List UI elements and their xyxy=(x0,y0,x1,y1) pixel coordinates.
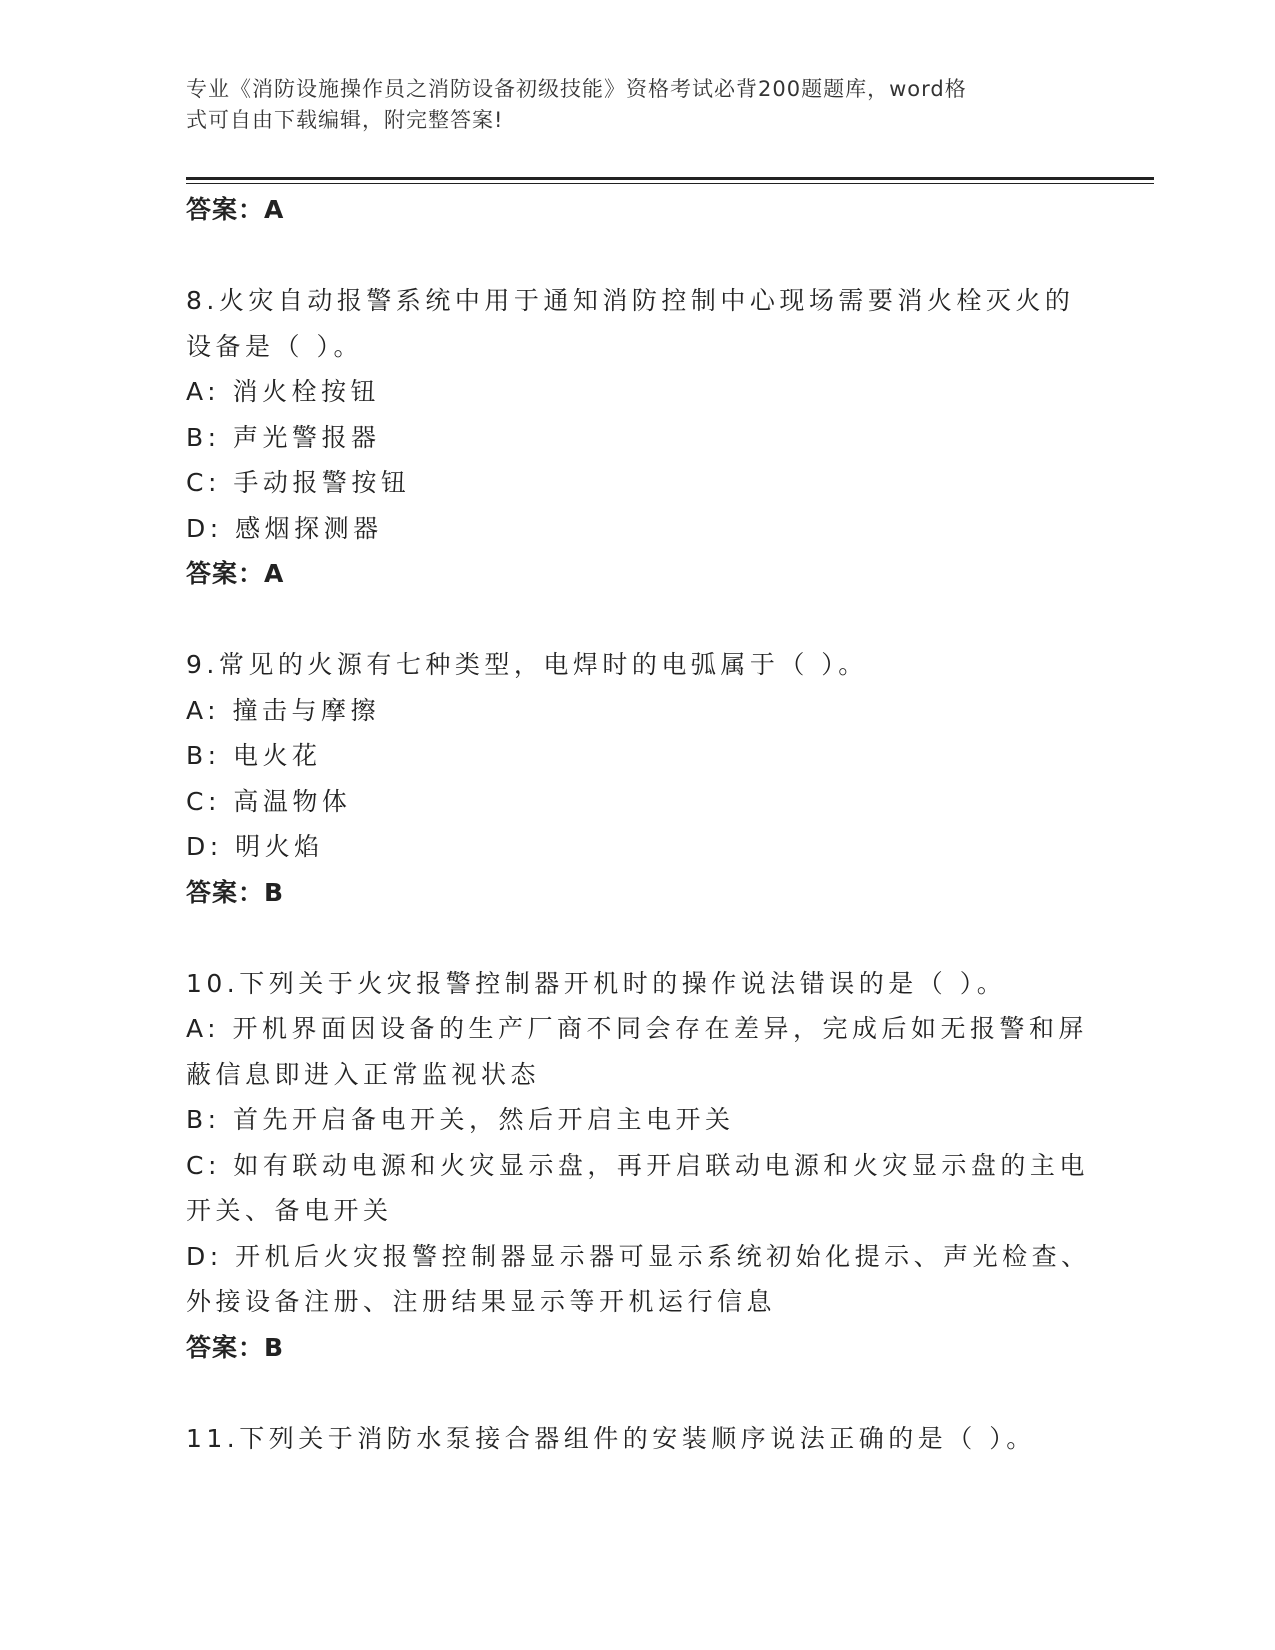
spacer xyxy=(186,233,1086,279)
question-10-stem: 10.下列关于火灾报警控制器开机时的操作说法错误的是（ ）。 xyxy=(186,968,1007,998)
question-9-option-d: D: 明火焰 xyxy=(186,832,324,861)
header-divider-thin xyxy=(186,183,1154,184)
question-8-option-d: D: 感烟探测器 xyxy=(186,513,383,543)
spacer xyxy=(186,1370,1086,1416)
spacer xyxy=(186,597,1086,643)
question-10-option-c-line-2: 开关、备电开关 xyxy=(186,1196,393,1225)
question-9-answer: 答案：B xyxy=(186,877,285,907)
question-8-option-c: C: 手动报警按钮 xyxy=(186,468,411,497)
question-list xyxy=(186,187,1091,1461)
question-11 xyxy=(186,1416,1086,1462)
question-9-option-c: C: 高温物体 xyxy=(186,786,352,816)
question-8-answer: 答案：A xyxy=(186,559,285,588)
question-9-option-a: A: 撞击与摩擦 xyxy=(186,695,381,725)
question-10-option-a-line-1: A: 开机界面因设备的生产厂商不同会存在差异，完成后如无报警和屏 xyxy=(186,1014,1089,1043)
header-line-2: 式可自由下载编辑，附完整答案! xyxy=(186,108,504,132)
question-10-option-a-line-2: 蔽信息即进入正常监视状态 xyxy=(186,1059,541,1089)
question-8-stem-line-1: 8.火灾自动报警系统中用于通知消防控制中心现场需要消火栓灭火的 xyxy=(186,286,1075,315)
question-9-option-b: B: 电火花 xyxy=(186,741,322,770)
question-9 xyxy=(186,642,1086,915)
question-10-answer: 答案：B xyxy=(186,1332,285,1362)
question-9-stem: 9.常见的火源有七种类型，电焊时的电弧属于（ ）。 xyxy=(186,650,868,679)
question-10-option-c-line-1: C: 如有联动电源和火灾显示盘，再开启联动电源和火灾显示盘的主电 xyxy=(186,1150,1089,1180)
question-10-option-d-line-1: D: 开机后火灾报警控制器显示器可显示系统初始化提示、声光检查、 xyxy=(186,1241,1091,1271)
question-8-option-a: A: 消火栓按钮 xyxy=(186,377,381,406)
document-header xyxy=(186,74,1066,136)
question-10 xyxy=(186,961,1091,1371)
spacer xyxy=(186,915,1086,961)
question-10-option-b: B: 首先开启备电开关，然后开启主电开关 xyxy=(186,1105,735,1134)
answer-previous-question: 答案：A xyxy=(186,195,285,224)
header-line-1: 专业《消防设施操作员之消防设备初级技能》资格考试必背200题题库，word格 xyxy=(186,77,967,101)
question-11-stem: 11.下列关于消防水泵接合器组件的安装顺序说法正确的是（ ）。 xyxy=(186,1423,1036,1453)
header-divider-thick xyxy=(186,177,1154,180)
question-8 xyxy=(186,278,1086,597)
question-10-option-d-line-2: 外接设备注册、注册结果显示等开机运行信息 xyxy=(186,1287,777,1316)
question-8-option-b: B: 声光警报器 xyxy=(186,422,381,452)
question-8-stem-line-2: 设备是（ ）。 xyxy=(186,331,363,361)
